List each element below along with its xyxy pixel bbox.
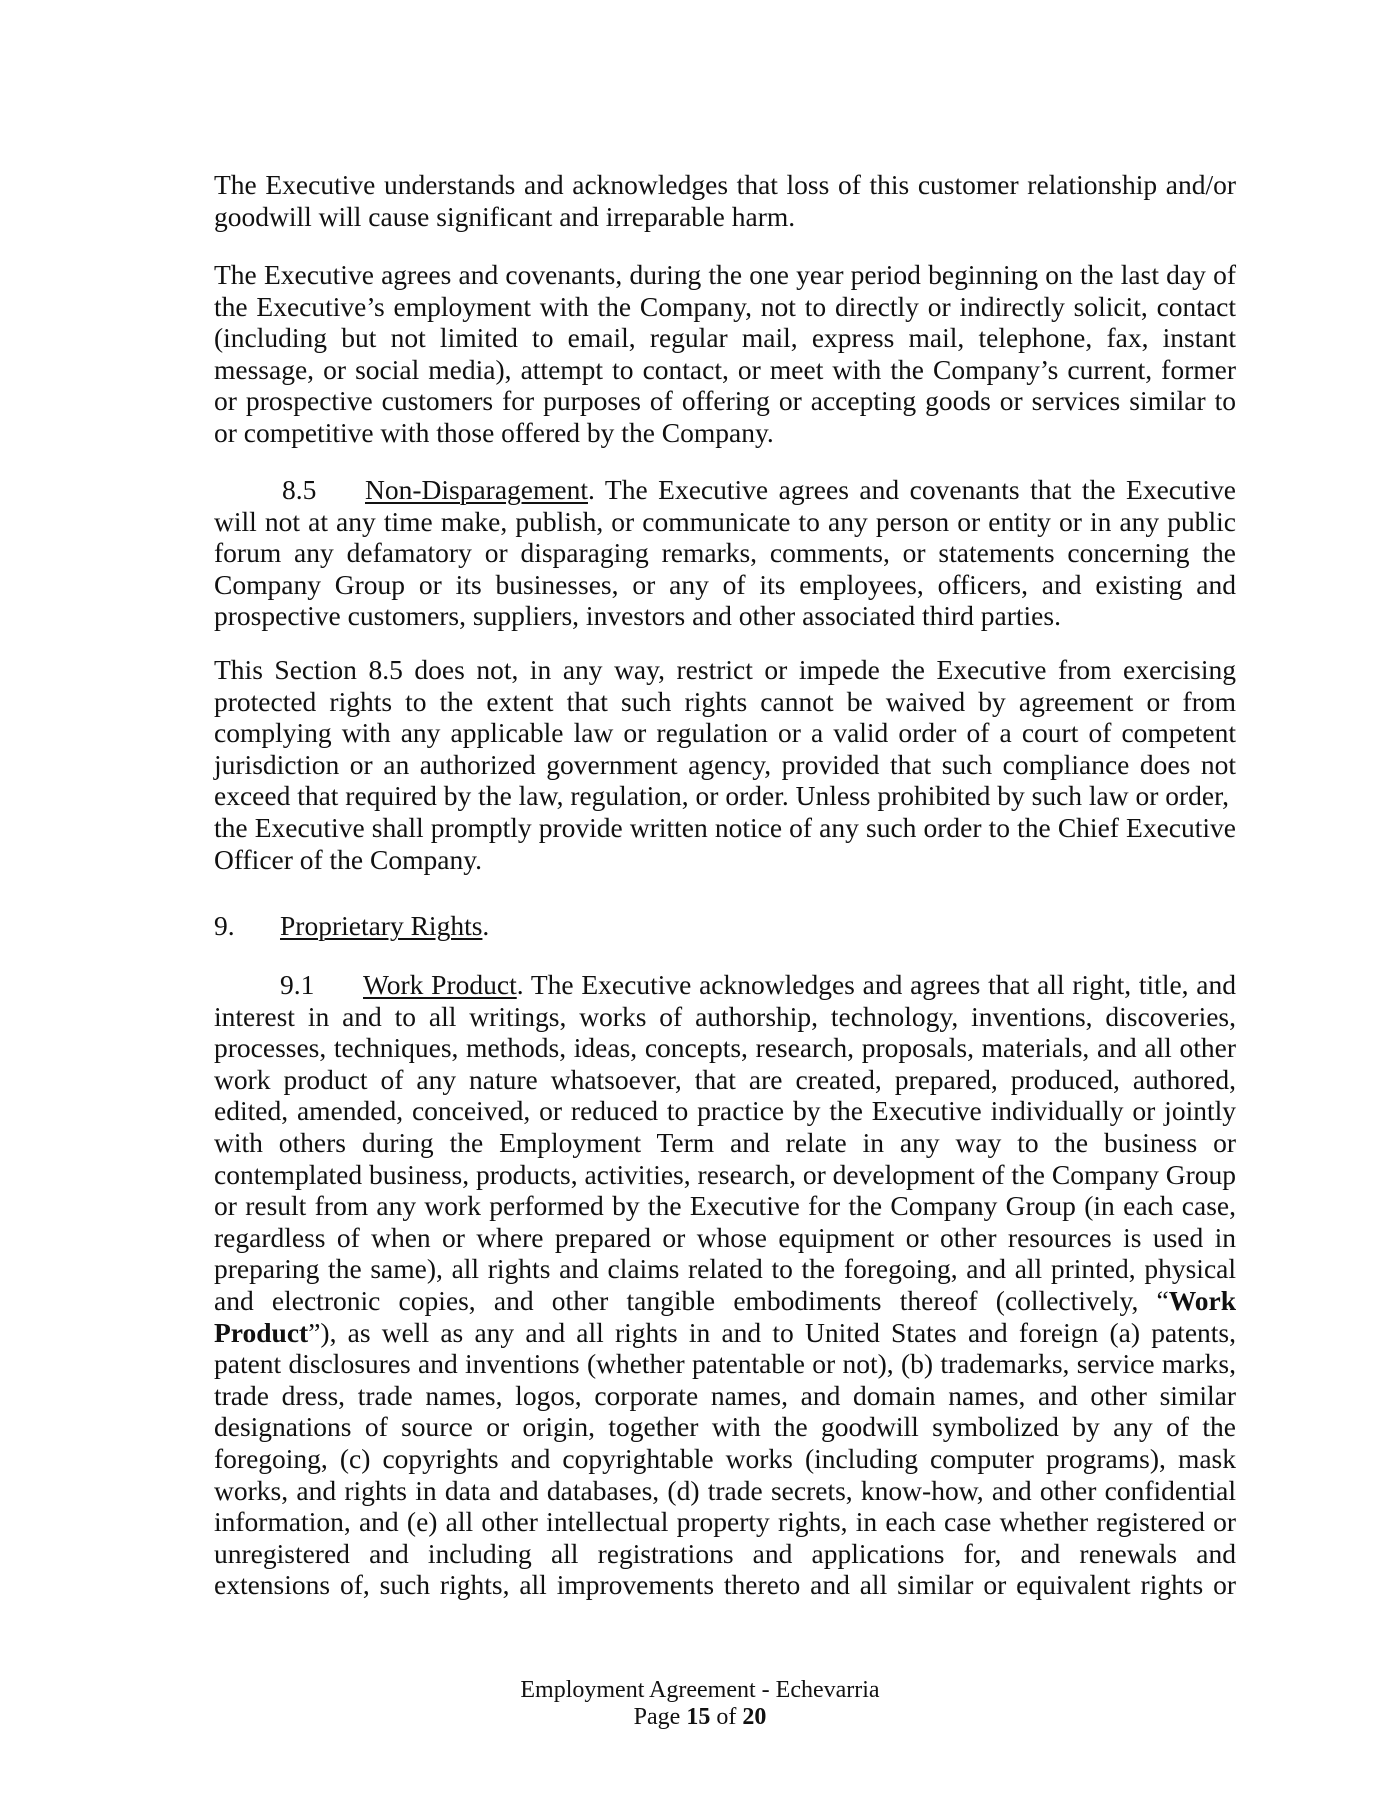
section-heading-line [214,910,1236,942]
section-title: Non-Disparagement [365,474,588,505]
text-line: jurisdiction or an authorized government agency, provided that such compliance does not [214,748,1236,780]
text-line: patent disclosures and inventions (whether patentable or not), (b) trademarks, service marks, [214,1348,1236,1380]
text-line: protected rights to the extent that such rights cannot be waived by agreement or from [214,685,1236,717]
section-number: 9.1 [280,969,315,1000]
text-line: (including but not limited to email, regular mail, express mail, telephone, fax, instant [214,322,1236,354]
page-of-label: of [716,1704,737,1730]
text-line: unregistered and including all registrations and applications for, and renewals and [214,1537,1236,1569]
text-line: or competitive with those offered by the Company. [214,416,774,448]
text-line: goodwill will cause significant and irreparable harm. [214,200,796,232]
text-line-with-defined-term [214,1317,1236,1349]
section-text: . The Executive agrees and covenants that the Executive [587,474,1236,505]
section-9-heading [214,910,1236,942]
text-line: with others during the Employment Term and relate in any way to the business or [214,1126,1236,1158]
text-line: interest in and to all writings, works of authorship, technology, inventions, discoveries, [214,1000,1236,1032]
section-heading-line [214,474,1236,506]
footer-page-number [0,1704,1400,1731]
text-line: designations of source or origin, together with the goodwill symbolized by any of the [214,1411,1236,1443]
text-line: regardless of when or where prepared or whose equipment or other resources is used in [214,1221,1236,1253]
defined-term: Work [1168,1284,1236,1316]
text-line: will not at any time make, publish, or communicate to any person or entity or in any public [214,505,1236,537]
page-footer [0,1677,1400,1731]
section-title-suffix: . [482,910,490,941]
text-line: preparing the same), all rights and claims related to the foregoing, and all printed, physical [214,1253,1236,1285]
section-title: Proprietary Rights [280,910,483,941]
paragraph-customer-harm [214,169,1236,232]
text-line: processes, techniques, methods, ideas, concepts, research, proposals, materials, and all other [214,1032,1236,1064]
page-label: Page [633,1704,681,1730]
text-line: The Executive agrees and covenants, during the one year period beginning on the last day of [214,259,1236,290]
text-line: foregoing, (c) copyrights and copyrightable works (including computer programs), mask [214,1442,1236,1474]
text-line: the Executive’s employment with the Company, not to directly or indirectly solicit, contact [214,290,1236,322]
text-line: message, or social media), attempt to contact, or meet with the Company’s current, former [214,353,1236,385]
text-line: This Section 8.5 does not, in any way, restrict or impede the Executive from exercising [214,654,1236,685]
section-title-wrap [280,910,489,942]
footer-document-title: Employment Agreement - Echevarria [520,1677,880,1703]
section-9-1-work-product [214,969,1236,1601]
section-title-wrap [363,969,1236,1001]
text-line: Officer of the Company. [214,843,483,875]
text-segment: ”), as well as any and all rights in and to United States and foreign (a) patents, [308,1316,1236,1348]
text-line: or prospective customers for purposes of offering or accepting goods or services similar to [214,385,1236,417]
text-line: edited, amended, conceived, or reduced to practice by the Executive individually or jointly [214,1095,1236,1127]
text-line: work product of any nature whatsoever, that are created, prepared, produced, authored, [214,1063,1236,1095]
text-line: or result from any work performed by the Executive for the Company Group (in each case, [214,1190,1236,1222]
text-line: forum any defamatory or disparaging remarks, comments, or statements concerning the [214,537,1236,569]
text-line: exceed that required by the law, regulation, or order. Unless prohibited by such law or order, [214,780,1230,812]
text-line: The Executive understands and acknowledges that loss of this customer relationship and/or [214,169,1236,200]
text-line: contemplated business, products, activities, research, or development of the Company Group [214,1158,1236,1190]
section-title: Work Product [363,969,517,1000]
section-heading-line [214,969,1236,1001]
section-8-5-non-disparagement [214,474,1236,632]
text-segment: and electronic copies, and other tangible embodiments thereof (collectively, “ [214,1284,1169,1316]
section-title-wrap [365,474,1236,506]
paragraph-non-solicit [214,259,1236,449]
text-line: prospective customers, suppliers, investors and other associated third parties. [214,600,1061,632]
text-line: Company Group or its businesses, or any of its employees, officers, and existing and [214,568,1236,600]
section-text: . The Executive acknowledges and agrees that all right, title, and [516,969,1237,1000]
page-total: 20 [742,1704,767,1730]
text-line-with-defined-term [214,1285,1236,1317]
section-number: 8.5 [282,474,317,505]
paragraph-protected-rights [214,654,1236,875]
text-line: information, and (e) all other intellectual property rights, in each case whether registered or [214,1506,1236,1538]
page-current: 15 [686,1704,711,1730]
text-line: extensions of, such rights, all improvements thereto and all similar or equivalent rights or [214,1569,1236,1601]
text-line: works, and rights in data and databases, (d) trade secrets, know-how, and other confidential [214,1474,1236,1506]
text-line: complying with any applicable law or regulation or a valid order of a court of competent [214,717,1236,749]
text-line: the Executive shall promptly provide written notice of any such order to the Chief Executive [214,811,1236,843]
section-number: 9. [214,910,235,941]
text-line: trade dress, trade names, logos, corporate names, and domain names, and other similar [214,1379,1236,1411]
defined-term: Product [214,1316,309,1348]
